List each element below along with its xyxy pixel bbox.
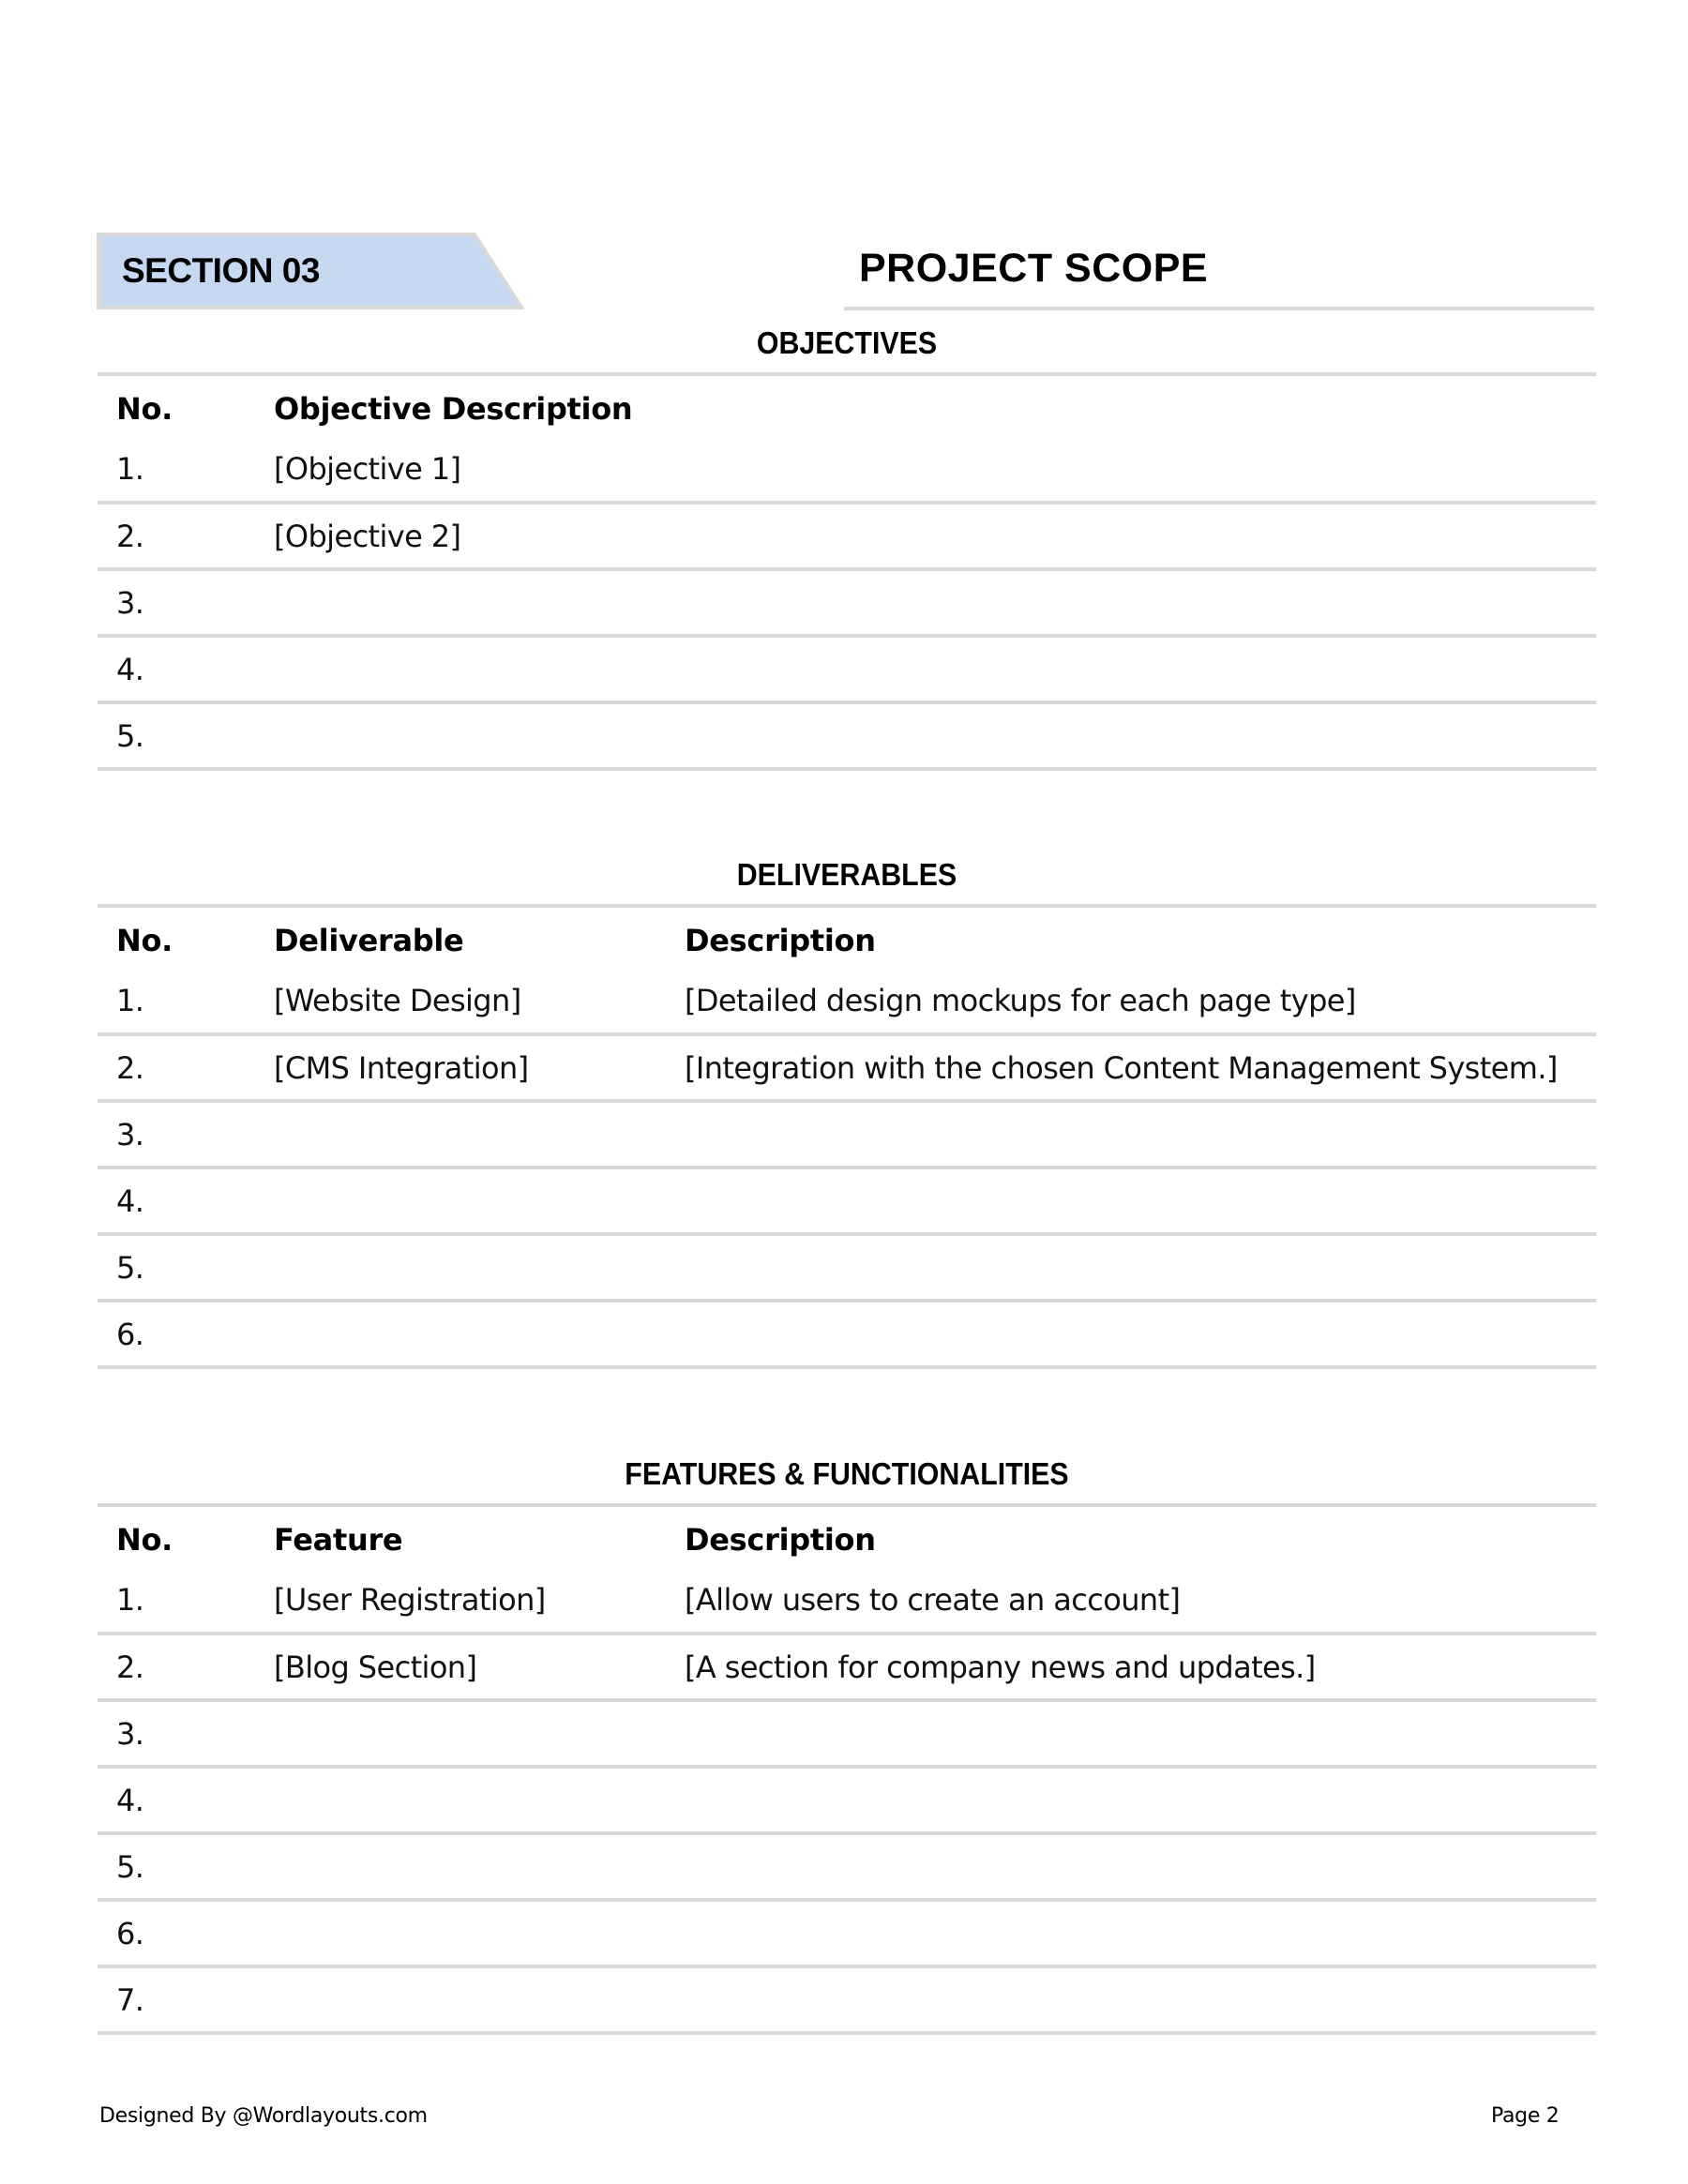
column-header-description: Description [685, 923, 876, 958]
cell-no: 3. [98, 1700, 255, 1767]
table-row [98, 1767, 1596, 1833]
cell-no: 1. [98, 968, 255, 1034]
column-header-no: No. [116, 923, 173, 958]
cell-no: 2. [98, 1034, 255, 1101]
cell-feature[interactable] [255, 1767, 666, 1833]
table-row [98, 1900, 1596, 1966]
deliverables-section [98, 859, 1596, 1369]
cell-description[interactable] [255, 636, 1596, 702]
table-row [98, 1301, 1596, 1367]
cell-description[interactable] [666, 1167, 1596, 1234]
cell-no: 5. [98, 1833, 255, 1900]
cell-description[interactable] [255, 569, 1596, 636]
cell-description[interactable] [666, 1966, 1596, 2033]
table-row [98, 702, 1596, 769]
table-row [98, 1634, 1596, 1700]
section-label: SECTION 03 [122, 251, 320, 290]
table-header-row [98, 374, 1596, 436]
cell-feature[interactable] [255, 1900, 666, 1966]
table-row [98, 1101, 1596, 1167]
page-number: Page 2 [1491, 2104, 1560, 2128]
table-row [98, 1700, 1596, 1767]
cell-description[interactable] [666, 1101, 1596, 1167]
cell-description[interactable]: [Objective 2] [255, 503, 1596, 569]
cell-no: 3. [98, 1101, 255, 1167]
table-row [98, 503, 1596, 569]
cell-no: 6. [98, 1301, 255, 1367]
cell-feature[interactable]: [Blog Section] [255, 1634, 666, 1700]
deliverables-table [98, 904, 1596, 1369]
cell-deliverable[interactable] [255, 1101, 666, 1167]
cell-description[interactable] [666, 1234, 1596, 1301]
cell-no: 1. [98, 436, 255, 503]
objectives-heading: OBJECTIVES [756, 325, 938, 360]
column-header-deliverable: Deliverable [274, 923, 464, 958]
cell-deliverable[interactable]: [Website Design] [255, 968, 666, 1034]
cell-description[interactable]: [Objective 1] [255, 436, 1596, 503]
table-row [98, 1034, 1596, 1101]
table-header-row [98, 906, 1596, 968]
cell-description[interactable]: [Allow users to create an account] [666, 1567, 1596, 1634]
cell-description[interactable]: [Integration with the chosen Content Management System.] [666, 1034, 1596, 1101]
features-heading: FEATURES & FUNCTIONALITIES [625, 1456, 1069, 1491]
cell-description[interactable] [666, 1900, 1596, 1966]
cell-no: 5. [98, 702, 255, 769]
cell-no: 7. [98, 1966, 255, 2033]
column-header-description: Description [685, 1522, 876, 1558]
cell-description[interactable] [666, 1833, 1596, 1900]
cell-no: 4. [98, 1767, 255, 1833]
cell-description[interactable]: [A section for company news and updates.] [666, 1634, 1596, 1700]
cell-feature[interactable] [255, 1833, 666, 1900]
cell-deliverable[interactable] [255, 1301, 666, 1367]
column-header-feature: Feature [274, 1522, 403, 1558]
cell-feature[interactable] [255, 1966, 666, 2033]
cell-description[interactable]: [Detailed design mockups for each page type] [666, 968, 1596, 1034]
title-divider [844, 307, 1594, 310]
column-header-no: No. [116, 391, 173, 427]
table-row [98, 636, 1596, 702]
cell-description[interactable] [666, 1767, 1596, 1833]
cell-no: 2. [98, 1634, 255, 1700]
cell-no: 5. [98, 1234, 255, 1301]
table-row [98, 1833, 1596, 1900]
cell-deliverable[interactable] [255, 1234, 666, 1301]
objectives-section [98, 327, 1596, 771]
table-row [98, 436, 1596, 503]
table-row [98, 968, 1596, 1034]
cell-no: 1. [98, 1567, 255, 1634]
cell-description[interactable] [255, 702, 1596, 769]
cell-no: 6. [98, 1900, 255, 1966]
table-row [98, 569, 1596, 636]
objectives-table [98, 372, 1596, 771]
footer-credit: Designed By @Wordlayouts.com [99, 2104, 428, 2128]
features-section [98, 1458, 1596, 2035]
table-row [98, 1567, 1596, 1634]
column-header-objective: Objective Description [274, 391, 633, 427]
cell-no: 2. [98, 503, 255, 569]
cell-no: 4. [98, 636, 255, 702]
features-table [98, 1503, 1596, 2035]
table-row [98, 1234, 1596, 1301]
cell-description[interactable] [666, 1301, 1596, 1367]
cell-deliverable[interactable]: [CMS Integration] [255, 1034, 666, 1101]
cell-feature[interactable] [255, 1700, 666, 1767]
section-badge [97, 233, 525, 309]
table-row [98, 1167, 1596, 1234]
table-header-row [98, 1505, 1596, 1567]
cell-description[interactable] [666, 1700, 1596, 1767]
cell-feature[interactable]: [User Registration] [255, 1567, 666, 1634]
table-row [98, 1966, 1596, 2033]
deliverables-heading: DELIVERABLES [736, 857, 957, 892]
cell-deliverable[interactable] [255, 1167, 666, 1234]
column-header-no: No. [116, 1522, 173, 1558]
page-title: PROJECT SCOPE [859, 246, 1209, 291]
cell-no: 4. [98, 1167, 255, 1234]
cell-no: 3. [98, 569, 255, 636]
